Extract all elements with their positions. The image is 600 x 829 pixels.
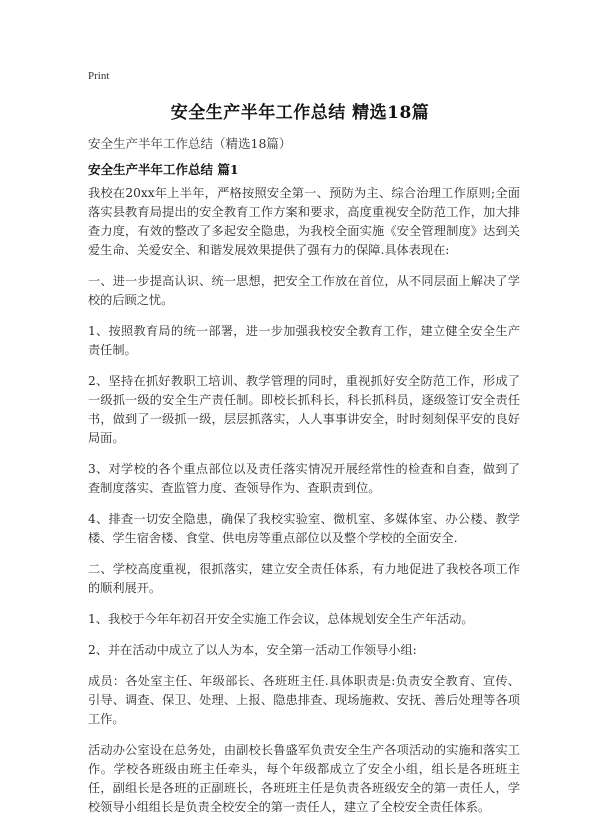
print-link[interactable]: Print — [88, 70, 110, 82]
section-heading: 安全生产半年工作总结 篇1 — [88, 162, 239, 177]
paragraph: 活动办公室设在总务处，由副校长鲁盛军负责安全生产各项活动的实施和落实工作。学校各班级由班主任牵头，每个年级都成立了安全小组，组长是各班班主任，副组长是各班的正副班长，各班班主任是负责各班级安全的第一责任人，学校领导小组组长是负责全校安全的第一责任人，建立了全校安全责任体系。 — [88, 743, 520, 814]
paragraph: 3、对学校的各个重点部位以及责任落实情况开展经常性的检查和自查，做到了查制度落实、查监管力度、查领导作为、查职责到位。 — [88, 462, 520, 495]
paragraph: 我校在20xx年上半年，严格按照安全第一、预防为主、综合治理工作原则;全面落实县教育局提出的安全教育工作方案和要求，高度重视安全防范工作，加大排查力度，有效的整改了多起安全隐患，为我校全面实施《安全管理制度》达到关爱生命、关爱安全、和谐发展效果提供了强有力的保障.具体表现在: — [88, 186, 520, 257]
document-subtitle: 安全生产半年工作总结（精选18篇） — [88, 136, 292, 151]
paragraph: 1、按照教育局的统一部署，进一步加强我校安全教育工作，建立健全安全生产责任制。 — [88, 324, 520, 357]
paragraph: 2、并在活动中成立了以人为本，安全第一活动工作领导小组: — [88, 643, 417, 657]
paragraph: 2、坚持在抓好教职工培训、教学管理的同时，重视抓好安全防范工作，形成了一级抓一级的安全生产责任制。即校长抓科长，科长抓科员，逐级签订安全责任书，做到了一级抓一级，层层抓落实，人人事事讲安全，时时刻刻保平安的良好局面。 — [88, 374, 520, 445]
document-body — [88, 184, 520, 829]
paragraph: 1、我校于今年年初召开安全实施工作会议，总体规划安全生产年活动。 — [88, 612, 474, 626]
paragraph: 二、学校高度重视，很抓落实，建立安全责任体系，有力地促进了我校各项工作的顺利展开。 — [88, 562, 520, 595]
paragraph: 成员：各处室主任、年级部长、各班班主任.具体职责是:负责安全教育、宣传、引导、调查、保卫、处理、上报、隐患排查、现场施救、安抚、善后处理等各项工作。 — [88, 674, 520, 726]
paragraph: 4、排查一切安全隐患，确保了我校实验室、微机室、多媒体室、办公楼、教学楼、学生宿舍楼、食堂、供电房等重点部位以及整个学校的全面安全. — [88, 512, 520, 545]
document-title: 安全生产半年工作总结 精选18篇 — [170, 103, 430, 123]
paragraph: 一、进一步提高认识、统一思想，把安全工作放在首位，从不同层面上解决了学校的后顾之忧。 — [88, 274, 520, 307]
